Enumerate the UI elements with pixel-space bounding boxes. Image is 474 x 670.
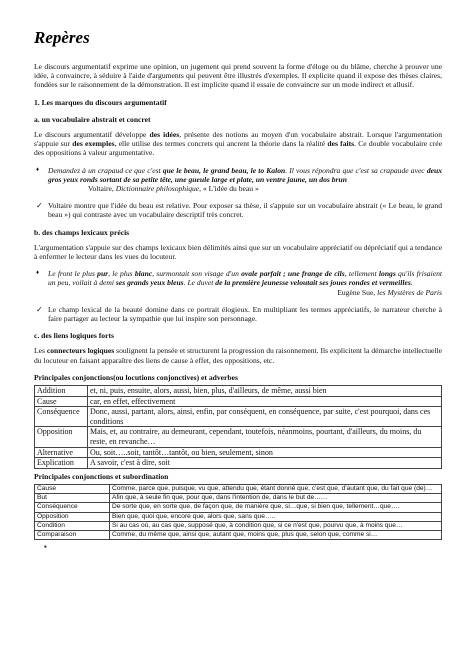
quote-text: , le plus (108, 269, 135, 279)
table-row (35, 427, 442, 447)
table-cell-key: Comparaison (35, 531, 110, 540)
footer-bullet: ▪ (44, 542, 47, 552)
quote-text: qu'ils frisaient un peu, voilait à demi (48, 269, 442, 288)
table-cell-value: Bien que, quoi que, encore que, alors que, sans que….. (110, 512, 442, 521)
quote-bold: ses grands yeux bleus (115, 278, 184, 288)
table-row (35, 396, 442, 407)
table-row (35, 512, 442, 521)
subsection-a-paragraph (34, 130, 442, 158)
quote-list (34, 269, 442, 297)
table-row (35, 447, 442, 458)
text-bold: des faits (327, 139, 355, 149)
quote-text: Demandez à un crapaud ce que c'est (48, 165, 163, 175)
text-bold: connecteurs logiques (46, 346, 115, 356)
comment-item: ✓ Le champ lexical de la beauté domine dans ce portrait élogieux. En multipliant les termes appréciatifs, le narrateur cherche à faire partager au lecteur la sympathie que lui inspire son personnage. (48, 305, 442, 323)
text-fragment: , présente des notions au moyen d'un vocabulaire abstrait. Lorsque l'argumentation s'appuie sur (34, 130, 443, 149)
table-row (35, 407, 442, 427)
quote-text: Le front le plus (48, 269, 98, 279)
quote-text: . (410, 278, 413, 288)
text-fragment: Les (34, 346, 47, 356)
table2-title: Principales conjonctions et subordination (34, 471, 169, 481)
table-row (35, 494, 442, 503)
quote-source-work: Dictionnaire philosophique (115, 184, 200, 194)
quote-bold: deux gros yeux ronds sortant de sa petite tête, une gueule large et plate, un ventre jaune, un dos brun (48, 165, 442, 184)
page-title: Repères (34, 28, 90, 47)
table-cell-key: Addition (35, 386, 88, 397)
table-cell-value: Donc, aussi, partant, alors, ainsi, enfin, par conséquent, en conséquence, par suite, c'est pourquoi, dans ces conditions (88, 407, 442, 427)
table-cell-value: et, ni, puis, ensuite, alors, aussi, bien, plus, d'ailleurs, de même, aussi bien (88, 386, 442, 397)
table-cell-key: But (35, 494, 110, 503)
subsection-c-paragraph (34, 346, 442, 364)
table-cell-key: Cause (35, 485, 110, 494)
text-fragment: . Ce double vocabulaire crée des oppositions à valeur argumentative. (34, 139, 443, 158)
table1-title: Principales conjonctions(ou locutions conjonctives) et adverbes (34, 372, 238, 382)
quote-text: . Le duvet (183, 278, 216, 288)
table-cell-value: A savoir, c'est à dire, soit (88, 458, 442, 469)
table-cell-value: Ou, soit…..soit, tantôt…tantôt, ou bien, seulement, sinon (88, 447, 442, 458)
quote-bold: ovale parfait ; une frange de cils (241, 269, 345, 279)
table-cell-value: De sorte que, en sorte que, de façon que, de manière que, si…que, si bien que, tellement…que…. (110, 503, 442, 512)
table-cell-value: Si au cas où, au cas que, supposé que, à condition que, si ce n'est que, pourvu que, à moins que… (110, 521, 442, 530)
quote-bold: que le beau, le grand beau, le to Kalon (162, 165, 286, 175)
quote-source-author: Eugène Sue, (337, 287, 378, 297)
table-cell-key: Conséquence (35, 503, 110, 512)
quote-bold: blanc (134, 269, 153, 279)
quote-bold: de la première jeunesse veloutait ses joues rondes et vermeilles (215, 278, 411, 288)
text-fragment: , elle utilise des termes concrets qui ancrent la théorie dans la réalité (114, 139, 328, 149)
table-cell-key: Condition (35, 521, 110, 530)
table-cell-value: Comme, parce que, puisque, vu que, attendu que, étant donné que, c'est que, d'autant que, du fait que (de)… (110, 485, 442, 494)
quote-source-work: les Mystères de Paris (377, 287, 442, 297)
table-cell-value: Comme, du même que, ainsi que, autant que, moins que, plus que, selon que, comme si… (110, 531, 442, 540)
subsection-a-heading: a. un vocabulaire abstrait et concret (34, 114, 151, 124)
quote-text: , tellement (344, 269, 379, 279)
comment-list (34, 201, 442, 219)
text-bold: des idées (149, 130, 180, 140)
subsection-c-heading: c. des liens logiques forts (34, 331, 114, 341)
table-cell-value: Afin que, à seule fin que, pour que, dans l'intention de, dans le but de…… (110, 494, 442, 503)
quote-text: , surmontait son visage d'un (152, 269, 242, 279)
quote-list (34, 166, 442, 194)
table-cell-key: Explication (35, 458, 88, 469)
table-cell-key: Alternative (35, 447, 88, 458)
section-heading: 1. Les marques du discours argumentatif (34, 97, 167, 107)
comment-list (34, 305, 442, 323)
quote-text: . Il vous répondra que c'est sa crapaude avec (285, 165, 427, 175)
table-row (35, 386, 442, 397)
table-cell-value: Mais, et, au contraire, au demeurant, cependant, toutefois, néanmoins, pourtant, d'ailleurs, du moins, du reste, en revanche… (88, 427, 442, 447)
table-cell-value: car, en effet, effectivement (88, 396, 442, 407)
table-row (35, 531, 442, 540)
quote-source (48, 288, 442, 297)
table-cell-key: Opposition (35, 512, 110, 521)
table-row (35, 503, 442, 512)
text-fragment: Le discours argumentatif développe (34, 130, 150, 140)
quote-source-author: Voltaire, (88, 184, 116, 194)
quote-item (48, 166, 442, 194)
table-cell-key: Cause (35, 396, 88, 407)
text-fragment: soulignent la pensée et structurent la progression du raisonnement. Ils explicitent la démarche intellectuelle du locuteur en faisant apparaître des liens de cause à effet, des oppositions, etc. (34, 346, 442, 365)
table-cell-key: Conséquence (35, 407, 88, 427)
quote-source-rest: , « L'idée du beau » (199, 184, 259, 194)
subsection-b-heading: b. des champs lexicaux précis (34, 227, 130, 237)
quote-source (48, 184, 442, 193)
subsection-b-paragraph: L'argumentation s'appuie sur des champs lexicaux bien délimités ainsi que sur un vocabulaire appréciatif ou dépréciatif qui a tendance à enfermer le lecteur dans les vues du locuteur. (34, 242, 442, 262)
intro-paragraph: Le discours argumentatif exprime une opinion, un jugement qui prend souvent la forme d'éloge ou du blâme, cherche à prouver une idée, à convaincre, à séduire à l'aide d'arguments qui peuvent être illustrés d'exemples. Il explicite quand il expose des thèses claires, fondées sur le raisonnement de la démonstration. Il est implicite quand il essaie de convaincre sur un mode indirect et allusif. (34, 62, 442, 90)
quote-item (48, 269, 442, 297)
table-cell-key: Opposition (35, 427, 88, 447)
comment-item: ✓ Voltaire montre que l'idée du beau est relative. Pour exposer sa thèse, il s'appuie sur un vocabulaire abstrait (« Le beau, le grand beau ») qui contraste avec un vocabulaire descriptif très concret. (48, 201, 442, 219)
subordination-table (34, 484, 442, 540)
conjunctions-adverbs-table (34, 385, 442, 469)
table-row (35, 521, 442, 530)
table-row (35, 485, 442, 494)
quote-bold: pur (97, 269, 109, 279)
table-row (35, 458, 442, 469)
text-bold: des exemples (72, 139, 115, 149)
quote-bold: longs (378, 269, 396, 279)
